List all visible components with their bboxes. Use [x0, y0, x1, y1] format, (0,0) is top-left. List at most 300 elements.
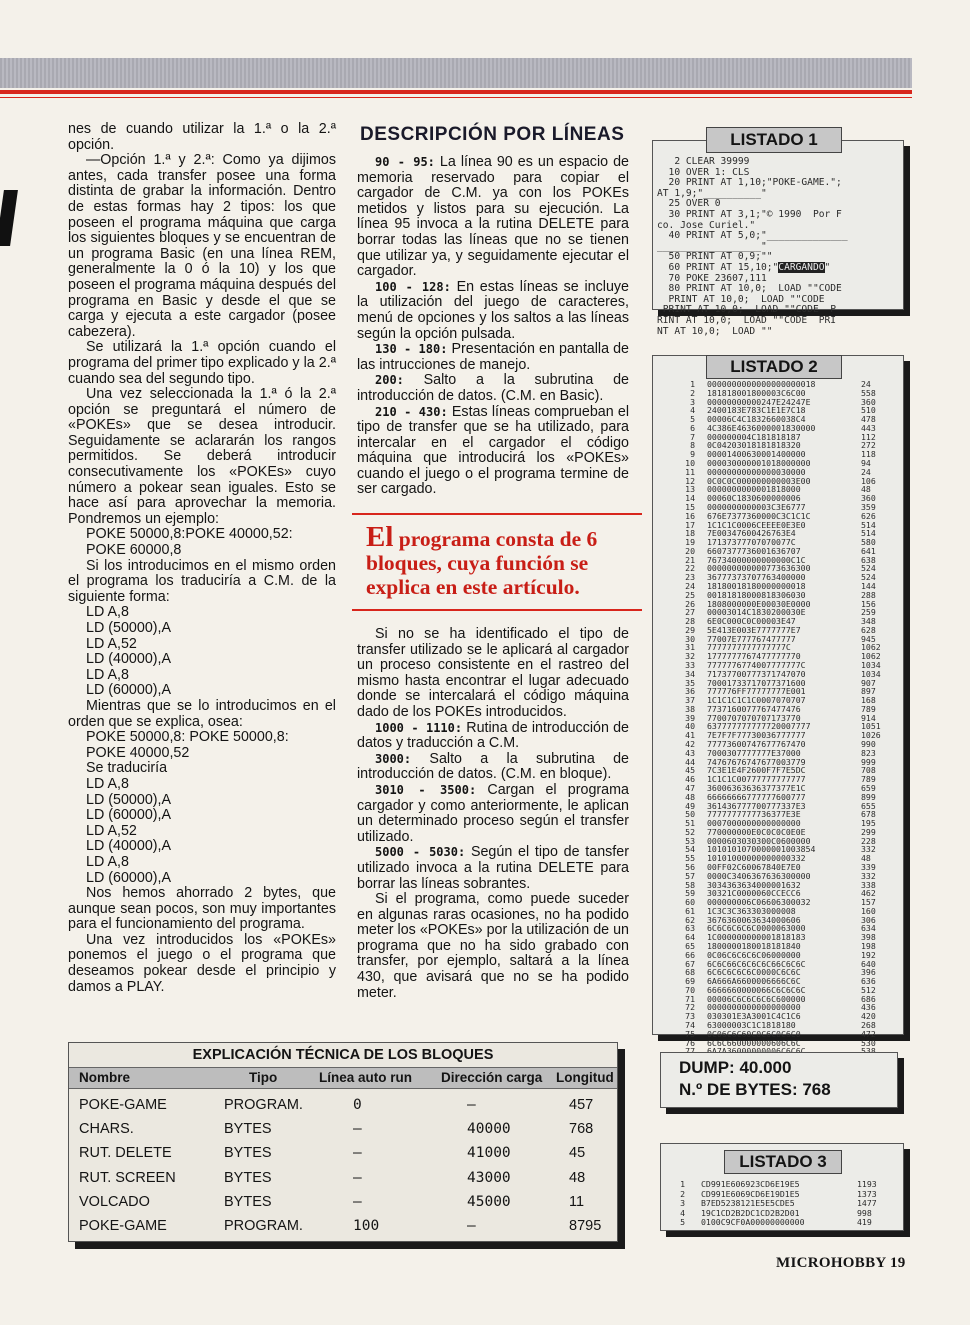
code-line: 30 PRINT AT 3,1;"© 1990 Por F	[657, 208, 842, 220]
line-number: 16	[685, 510, 695, 521]
checksum: 636	[861, 976, 876, 987]
listado-1-code	[657, 157, 848, 337]
checksum: 899	[861, 791, 876, 802]
line-number: 20	[685, 545, 695, 556]
line-number: 59	[685, 888, 695, 899]
hex-line: 0000000000003C3E6777	[707, 501, 806, 512]
line-number: 74	[685, 1020, 695, 1031]
line-number: 31	[685, 642, 695, 653]
checksum: 332	[861, 870, 876, 881]
checksum: 396	[861, 967, 876, 978]
checksum: 686	[861, 993, 876, 1004]
line-number: 49	[685, 800, 695, 811]
code-line: LD (40000),A	[86, 838, 172, 855]
listado-2-line-numbers	[679, 380, 695, 1056]
code-line: LD A,8	[86, 666, 129, 683]
table-cell: 40000	[467, 1121, 511, 1138]
paragraph: Si no se ha identificado el tipo de transfer utilizado se le aplicará al cargador un proceso consistente en el rastreo del mismo hasta encontrar el lugar adecuado donde se intercalará el código máquina dado de los POKEs introducidos.	[357, 626, 629, 720]
line-number: 23	[685, 572, 695, 583]
line-range: 100 - 128:	[375, 279, 451, 294]
table-cell: —	[353, 1169, 362, 1186]
hex-line: 6C6C660000000606C6C	[707, 1037, 801, 1048]
code-line: LD (60000),A	[86, 682, 172, 699]
checksum: 436	[861, 1002, 876, 1013]
table-cell: PROGRAM.	[224, 1097, 303, 1113]
paragraph: Si los introducimos en el mismo orden el programa los traduciría a C.M. de la siguiente forma:	[68, 557, 336, 605]
table-cell: 0	[353, 1097, 362, 1113]
code-line: LD A,8	[86, 775, 129, 792]
listado-1-box	[652, 140, 904, 337]
hex-line: 19C1CD2B2DC1CD2B2D01	[701, 1207, 800, 1218]
hex-line: 0000C3406367636300000	[707, 870, 811, 881]
checksum: 48	[861, 484, 871, 495]
checksum: 24	[861, 466, 871, 477]
checksum: 659	[861, 782, 876, 793]
code-line: PRINT AT 10,0; LOAD ""CODE	[657, 293, 825, 305]
line-number: 7	[690, 431, 695, 442]
listado-2-box	[652, 355, 904, 1048]
checksum: 638	[861, 554, 876, 565]
hex-line: 0C06C6C6C6C06000000	[707, 949, 801, 960]
line-number: 8	[690, 440, 695, 451]
hex-line: CD991E606923CD6E19E5	[701, 1179, 800, 1189]
line-number: 1	[680, 1179, 685, 1189]
line-number: 36	[685, 686, 695, 697]
paragraph: Mientras que se lo introducimos en el orden que se explica, osea:	[68, 697, 336, 730]
line-number: 32	[685, 651, 695, 662]
hex-line: 3034363634000001632	[707, 879, 801, 890]
hex-line: 1777777767477777770	[707, 651, 801, 662]
line-number: 4	[690, 405, 695, 416]
checksum: 198	[861, 941, 876, 951]
page-footer: MICROHOBBY 19	[776, 1255, 906, 1271]
hex-line: 0C06C6C60C0C6C0C6C0	[707, 1028, 801, 1039]
table-cell: CHARS.	[79, 1121, 134, 1138]
checksum: 299	[861, 826, 876, 837]
hex-line: 66666666777777600777	[707, 791, 806, 802]
pull-quote-text: programa consta de 6 bloques, cuya función se explica en este artículo.	[366, 527, 598, 599]
code-line: POKE 50000,8: POKE 50000,8:	[86, 729, 289, 746]
line-number: 29	[685, 624, 695, 635]
line-number: 28	[685, 616, 695, 627]
line-number: 37	[685, 695, 695, 706]
table-row	[69, 1214, 617, 1238]
line-number: 21	[685, 554, 695, 565]
checksum: 945	[861, 633, 876, 644]
checksum: 514	[861, 519, 876, 530]
code-line: POKE 40000,52	[86, 744, 190, 761]
previous-page-edge-mark	[0, 190, 18, 246]
table-row	[69, 1190, 617, 1214]
listado-3-checksums	[857, 1180, 877, 1228]
line-number: 43	[685, 747, 695, 758]
hex-line: 36777373707763400000	[707, 572, 806, 583]
hex-line: 1C1C1C00777777777777	[707, 774, 806, 785]
table-cell: 11	[569, 1193, 585, 1210]
checksum: 228	[861, 835, 876, 846]
table-row	[69, 1141, 617, 1165]
line-range: 130 - 180:	[375, 342, 448, 357]
checksum: 360	[861, 493, 876, 504]
table-cell: BYTES	[224, 1169, 272, 1186]
checksum: 990	[861, 739, 876, 750]
table-cell: —	[353, 1121, 362, 1138]
hex-line: 1C000000000001818183	[707, 932, 806, 943]
hex-line: 000000000000773636300	[707, 563, 811, 574]
hex-line: 1C1C1C0006CEEEE0E3E0	[707, 519, 806, 530]
line-number: 54	[685, 844, 695, 855]
checksum: 332	[861, 844, 876, 855]
line-range: 200:	[375, 373, 404, 388]
table-cell: POKE-GAME	[79, 1218, 167, 1234]
line-number: 66	[685, 949, 695, 960]
checksum: 708	[861, 765, 876, 776]
code-line: POKE 50000,8:POKE 40000,52:	[86, 526, 293, 543]
table-cell: 457	[569, 1097, 594, 1113]
line-number: 48	[685, 791, 695, 802]
code-line: LD (40000),A	[86, 651, 172, 668]
checksum: 419	[857, 1217, 872, 1228]
line-number: 62	[685, 914, 695, 925]
checksum: 156	[861, 598, 876, 609]
line-number: 24	[685, 580, 695, 591]
paragraph: 100 - 128: En estas líneas se incluye la utilización del juego de caracteres, menú de opciones y los saltos a las líneas según la opción pulsada.	[357, 278, 629, 342]
checksum: 106	[861, 475, 876, 486]
hex-line: B7ED5238121E5E5CDE5	[701, 1198, 795, 1209]
hex-line: 0C04203018181818320	[707, 440, 801, 451]
hex-line: 6607377736001636707	[707, 545, 801, 556]
line-number: 9	[690, 449, 695, 460]
checksum: 1051	[861, 721, 881, 732]
code-line: 20 PRINT AT 1,10;"POKE-GAME.";	[657, 177, 842, 189]
hex-line: 6C6C6C6C6C0000063000	[707, 923, 806, 934]
hex-line: 0000000000000000000	[707, 1002, 801, 1013]
checksum: 1062	[861, 651, 881, 662]
hex-line: 00181818000818306030	[707, 589, 806, 600]
table-title: EXPLICACIÓN TÉCNICA DE LOS BLOQUES	[192, 1047, 494, 1063]
hex-line: 7C3E1E4F2600F7F7E5DC	[707, 765, 806, 776]
line-number: 69	[685, 976, 695, 987]
line-range: 3000:	[375, 751, 412, 766]
hex-line: 0000000000001818000	[707, 484, 801, 495]
checksum: 462	[861, 888, 876, 899]
hex-line: 18180018180000000018	[707, 580, 806, 591]
table-cell: BYTES	[224, 1193, 272, 1210]
pull-quote	[352, 513, 642, 611]
hex-line: 77007E777767477777	[707, 633, 796, 644]
hex-line: 000000006C06606300032	[707, 897, 811, 908]
table-cell: 41000	[467, 1145, 511, 1162]
checksum: 789	[861, 703, 876, 714]
pull-quote-initial: El	[366, 521, 394, 553]
checksum: 338	[861, 879, 876, 890]
listado-3-title: LISTADO 3	[724, 1150, 842, 1174]
table-cell: 100	[353, 1218, 380, 1234]
code-line: 40 PRINT AT 5,0;"______________	[657, 230, 848, 242]
code-line: LD A,52	[86, 635, 137, 652]
code-line: LD (50000),A	[86, 791, 172, 808]
line-number: 72	[685, 1002, 695, 1013]
checksum: 359	[861, 501, 876, 512]
table-cell: 45000	[467, 1193, 511, 1210]
paragraph: 1000 - 1110: Rutina de introducción de datos y traducción a C.M.	[357, 719, 629, 752]
code-line: LD (60000),A	[86, 807, 172, 824]
col-tipo: Tipo	[249, 1070, 278, 1085]
table-row	[69, 1117, 617, 1141]
paragraph: 90 - 95: La línea 90 es un espacio de memoria reservado para copiar el cargador de C.M. ya con los POKEs metidos y listos para su ejecución. La línea 95 invoca a la rutina DELETE para borrar todas las líneas que no se tienen que utilizar ya, y seguidamente ejecutar el cargador.	[357, 154, 630, 280]
line-number: 65	[685, 941, 695, 951]
listado-1-title: LISTADO 1	[706, 127, 842, 153]
checksum: 306	[861, 914, 876, 925]
hex-line: 0000000000000000000018	[707, 379, 816, 389]
code-line: 2 CLEAR 39999	[657, 156, 750, 167]
hex-line: 76734000000000000C1C	[707, 554, 806, 565]
paragraph: 210 - 430: Estas líneas comprueban el tipo de transfer que se ha utilizado, para intercalar en el cargador el código máquina que introducirá los «POKEs» cuando el juego o el programa termine de ser cargado.	[357, 403, 629, 498]
line-range: 3010 - 3500:	[375, 782, 477, 797]
line-number: 25	[685, 589, 695, 600]
line-number: 51	[685, 818, 695, 829]
hex-line: 7737160077767477476	[707, 703, 801, 714]
hex-line: 7000307777777E37000	[707, 747, 801, 758]
hex-line: 10101000000000000332	[707, 853, 806, 864]
paragraph: nes de cuando utilizar la 1.ª o la 2.ª opción.	[68, 121, 336, 153]
line-number: 61	[685, 905, 695, 916]
checksum: 634	[861, 923, 876, 934]
table-cell: POKE-GAME	[79, 1097, 167, 1113]
header-red-rule	[0, 90, 912, 94]
hex-line: 74767676747677003779	[707, 756, 806, 767]
hex-line: 7777776774007777777C	[707, 660, 806, 670]
code-line: LD (50000),A	[86, 620, 172, 636]
line-number: 1	[690, 379, 695, 389]
code-line: Se traduciría	[86, 760, 168, 777]
code-line: 70 POKE 23607,111	[657, 272, 767, 284]
paragraph: 200: Salto a la subrutina de introducción de datos. (C.M. en Basic).	[357, 372, 629, 404]
checksum: 823	[861, 747, 876, 758]
checksum: 112	[861, 431, 876, 442]
hex-line: 7E00347600426763E4	[707, 528, 796, 539]
hex-line: 00000000000247E24247E	[707, 396, 811, 407]
checksum: 1062	[861, 642, 881, 653]
line-number: 33	[685, 660, 695, 670]
hex-line: 6A666A6600006666C6C	[707, 976, 801, 987]
checksum: 628	[861, 624, 876, 635]
checksum: 1193	[857, 1179, 877, 1189]
checksum: 1034	[861, 660, 881, 670]
checksum: 398	[861, 932, 876, 943]
checksum: 524	[861, 563, 876, 574]
checksum: 640	[861, 958, 876, 969]
line-number: 12	[685, 475, 695, 486]
hex-line: CD991E6069CD6E19D1E5	[701, 1188, 800, 1199]
col-longitud: Longitud	[556, 1070, 614, 1085]
checksum: 268	[861, 1020, 876, 1031]
hex-line: 00003014C1830200030E	[707, 607, 806, 618]
line-number: 67	[685, 958, 695, 969]
hex-line: 71737700777371747070	[707, 668, 806, 679]
hex-line: 6666660000066C6C6C6C	[707, 984, 806, 995]
table-cell: —	[353, 1145, 362, 1162]
section-heading: DESCRIPCIÓN POR LÍNEAS	[360, 124, 625, 145]
line-number: 38	[685, 703, 695, 714]
listado-3-hex	[701, 1180, 805, 1228]
line-number: 42	[685, 739, 695, 750]
line-number: 2	[680, 1188, 685, 1199]
table-cell: RUT. SCREEN	[79, 1169, 176, 1186]
table-cell: BYTES	[224, 1145, 272, 1162]
checksum: 514	[861, 528, 876, 539]
hex-line: 0007000000000000000	[707, 818, 801, 829]
line-number: 53	[685, 835, 695, 846]
checksum: 998	[857, 1207, 872, 1218]
hex-line: 36006363636377377E1C	[707, 782, 806, 793]
line-number: 18	[685, 528, 695, 539]
line-number: 64	[685, 932, 695, 943]
checksum: 118	[861, 449, 876, 460]
hex-line: 361436777700777337E3	[707, 800, 806, 811]
table-cell: 45	[569, 1145, 586, 1162]
checksum: 678	[861, 809, 876, 820]
code-line: 10 OVER 1: CLS	[657, 166, 750, 178]
col-nombre: Nombre	[79, 1070, 131, 1085]
paragraph: Una vez seleccionada la 1.ª ó la 2.ª opción se preguntará el número de «POKEs» que se desea introducir. Seguidamente se aclararán los rangos permitidos. Se deberá introducir consecutivamente los «POKEs» cuyo número a pokear sean iguales. Esto se hace así para aprovechar la memoria. Pondremos un ejemplo:	[68, 386, 336, 527]
table-cell: —	[467, 1218, 476, 1234]
hex-line: 1C3C3C363303000008	[707, 905, 796, 916]
col-linea-auto-run: Línea auto run	[319, 1070, 413, 1085]
code-line: AT 1,9;"__________"	[657, 187, 767, 199]
line-number: 70	[685, 984, 695, 995]
blocks-table	[68, 1042, 618, 1242]
checksum: 478	[861, 414, 876, 425]
table-row	[69, 1093, 617, 1117]
line-number: 76	[685, 1037, 695, 1048]
paragraph: 3000: Salto a la subrutina de introducción de datos. (C.M. en bloque).	[357, 750, 629, 783]
checksum: 512	[861, 984, 876, 995]
checksum: 1034	[861, 668, 881, 679]
hex-line: 777776FF77777777E001	[707, 686, 806, 697]
code-line: LD (60000),A	[86, 869, 172, 886]
hex-line: 030301E3A3001C4C1C6	[707, 1011, 801, 1022]
line-number: 30	[685, 633, 695, 644]
line-number: 60	[685, 897, 695, 908]
paragraph: Se utilizará la 1.ª opción cuando el programa del primer tipo explicado y la 2.ª cuando sea del segundo tipo.	[68, 339, 336, 387]
hex-line: 0100C9CF0A00000000000	[701, 1217, 805, 1228]
checksum: 288	[861, 589, 876, 600]
checksum: 272	[861, 440, 876, 451]
hex-line: 00FF02C60067840E7E0	[707, 861, 801, 872]
checksum: 339	[861, 861, 876, 872]
checksum: 195	[861, 818, 876, 829]
line-number: 15	[685, 501, 695, 512]
hex-line: 00006C6C6C6C6C600000	[707, 993, 806, 1004]
hex-line: 1C1C1C1C1C0007070707	[707, 695, 806, 706]
checksum: 348	[861, 616, 876, 627]
line-number: 73	[685, 1011, 695, 1022]
hex-line: 6C6C6C6C6C0000C6C6C	[707, 967, 801, 978]
code-line: 60 PRINT AT 15,10;"CARGANDO"	[657, 261, 831, 273]
checksum: 24	[861, 379, 871, 389]
table-cell: VOLCADO	[79, 1193, 150, 1210]
hex-line: 1010101070000001003854	[707, 844, 816, 855]
line-range: 90 - 95:	[375, 155, 435, 169]
line-number: 5	[680, 1217, 685, 1228]
listado-2-hex	[707, 380, 815, 1056]
hex-line: 6C6C66C6C6C6C66C6C6C	[707, 958, 806, 969]
checksum: 626	[861, 510, 876, 521]
table-cell: 48	[569, 1169, 586, 1186]
hex-line: 5E413E003E7777777E7	[707, 624, 801, 635]
line-number: 57	[685, 870, 695, 881]
checksum: 897	[861, 686, 876, 697]
code-line: RINT AT 10,0; LOAD ""CODE PRI	[657, 314, 837, 326]
hex-line: 4C386E4636000001830000	[707, 422, 816, 433]
dump-box	[660, 1052, 898, 1108]
line-number: 10	[685, 458, 695, 469]
paragraph: —Opción 1.ª y 2.ª: Como ya dijimos antes, cada transfer posee una forma distinta de grabar la información. Dentro de estas formas hay 2 tipos: los que poseen el programa máquina que carga los siguientes bloques y se encuentran de un programa Basic (en una línea REM, generalmente la 0 ó la 10) y los que poseen el programa máquina después del programa en Basic y desde el que se carga y ejecuta a este cargador (posee cabezera).	[68, 152, 336, 340]
right-column	[357, 155, 629, 498]
line-number: 5	[690, 414, 695, 425]
line-number: 50	[685, 809, 695, 820]
checksum: 144	[861, 580, 876, 591]
code-line: __________________"	[657, 240, 767, 252]
checksum: 48	[861, 853, 871, 864]
checksum: 168	[861, 695, 876, 706]
line-number: 4	[680, 1207, 685, 1218]
line-number: 45	[685, 765, 695, 776]
hex-line: 7E7F7F77730036777777	[707, 730, 806, 741]
line-range: 210 - 430:	[375, 404, 448, 419]
left-column	[68, 122, 336, 995]
hex-line: 30321C0000060CCECC6	[707, 888, 801, 899]
paragraph: Una vez introducidos los «POKEs» ponemos el juego o el programa que deseamos pokear desde el principio y damos a PLAY.	[68, 931, 336, 995]
table-cell: 768	[569, 1121, 594, 1138]
line-number: 58	[685, 879, 695, 890]
hex-line: 0C0C0C000000000003E00	[707, 475, 811, 486]
checksum: 259	[861, 607, 876, 618]
checksum: 472	[861, 1028, 876, 1039]
line-number: 56	[685, 861, 695, 872]
hex-line: 00000000000000030000	[707, 466, 806, 477]
inverse-text: CARGANDO	[778, 261, 825, 273]
checksum: 580	[861, 537, 876, 548]
hex-line: 181818001800003C6C00	[707, 387, 806, 398]
hex-line: 3676360063634000606	[707, 914, 801, 925]
line-number: 22	[685, 563, 695, 574]
table-cell: PROGRAM.	[224, 1218, 303, 1234]
line-number: 13	[685, 484, 695, 495]
checksum: 1026	[861, 730, 881, 741]
checksum: 524	[861, 572, 876, 583]
checksum: 157	[861, 897, 876, 908]
code-line: 50 PRINT AT 0,9;""	[657, 251, 773, 263]
table-cell: 43000	[467, 1169, 511, 1186]
line-number: 3	[690, 396, 695, 407]
checksum: 999	[861, 756, 876, 767]
col-direccion-carga: Dirección carga	[441, 1070, 543, 1085]
line-number: 44	[685, 756, 695, 767]
hex-line: 63000003C1C1818180	[707, 1020, 796, 1031]
line-number: 55	[685, 853, 695, 864]
paragraph: 5000 - 5030: Según el tipo de tansfer utilizado invoca a la rutina DELETE para borrar las líneas sobrantes.	[357, 844, 629, 892]
hex-line: 000000004C181818187	[707, 431, 801, 442]
checksum: 1373	[857, 1188, 877, 1199]
code-line: 80 PRINT AT 10,0; LOAD ""CODE	[657, 283, 842, 295]
hex-line: 1808000000E00030E0000	[707, 598, 811, 609]
checksum: 655	[861, 800, 876, 811]
checksum: 789	[861, 774, 876, 785]
hex-line: 17137377707070077C	[707, 537, 796, 548]
checksum: 192	[861, 949, 876, 960]
